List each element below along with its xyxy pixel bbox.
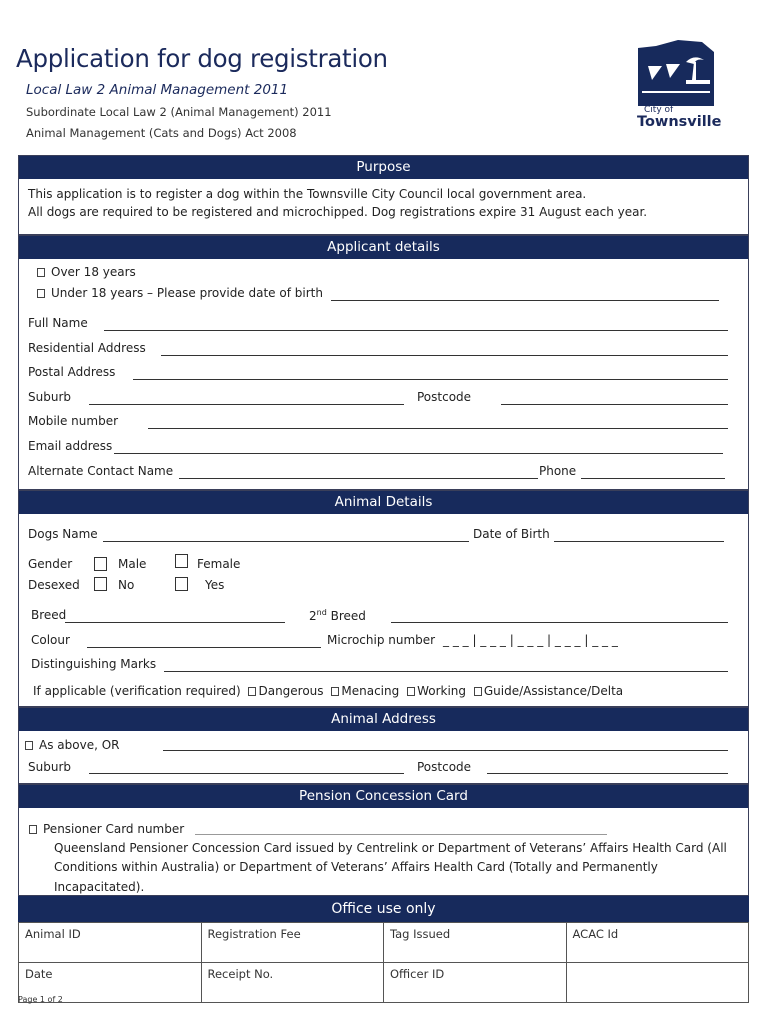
working-checkbox[interactable] <box>407 687 415 696</box>
animal-address-field[interactable] <box>163 750 728 751</box>
distinguishing-field[interactable] <box>164 671 728 672</box>
alt-contact-field[interactable] <box>179 478 538 479</box>
desexed-yes-checkbox[interactable] <box>175 577 188 591</box>
full-name-field[interactable] <box>104 330 728 331</box>
mobile-label: Mobile number <box>28 414 119 428</box>
desexed-no-label: No <box>118 578 135 592</box>
postcode-field[interactable] <box>501 404 728 405</box>
working-label: Working <box>417 684 467 698</box>
menacing-label: Menacing <box>341 684 400 698</box>
animal-details-heading: Animal Details <box>19 491 748 514</box>
male-label: Male <box>118 557 147 571</box>
dog-dob-field[interactable] <box>554 541 724 542</box>
pension-section <box>18 784 749 896</box>
postal-address-field[interactable] <box>133 379 728 380</box>
as-above-option[interactable] <box>25 738 119 752</box>
reference-line-1: Subordinate Local Law 2 (Animal Management) 2011 <box>26 105 332 119</box>
office-heading: Office use only <box>18 896 749 922</box>
male-checkbox[interactable] <box>94 557 107 571</box>
acac-id-cell: ACAC Id <box>566 923 749 963</box>
female-checkbox[interactable] <box>175 554 188 568</box>
purpose-line-2: All dogs are required to be registered and microchipped. Dog registrations expire 31 August each year. <box>28 205 648 219</box>
applicant-heading: Applicant details <box>19 236 748 259</box>
if-applicable-label: If applicable (verification required) <box>33 684 241 698</box>
dangerous-checkbox[interactable] <box>248 687 256 696</box>
phone-field[interactable] <box>581 478 725 479</box>
pensioner-card-checkbox[interactable] <box>29 825 37 834</box>
full-name-label: Full Name <box>28 316 88 330</box>
menacing-checkbox[interactable] <box>331 687 339 696</box>
over-18-option[interactable] <box>37 265 136 279</box>
residential-address-field[interactable] <box>161 355 728 356</box>
page-subtitle: Local Law 2 Animal Management 2011 <box>26 82 289 98</box>
suburb-field[interactable] <box>89 404 404 405</box>
mobile-field[interactable] <box>148 428 728 429</box>
female-label: Female <box>197 557 241 571</box>
receipt-no-cell: Receipt No. <box>201 963 384 1003</box>
email-label: Email address <box>28 439 113 453</box>
date-cell: Date <box>19 963 202 1003</box>
purpose-heading: Purpose <box>19 156 748 179</box>
phone-label: Phone <box>539 464 577 478</box>
desexed-yes-label: Yes <box>205 578 225 592</box>
dangerous-label: Dangerous <box>258 684 324 698</box>
animal-postcode-field[interactable] <box>487 773 728 774</box>
breed-field[interactable] <box>65 622 285 623</box>
desexed-no-checkbox[interactable] <box>94 577 107 591</box>
officer-id-cell: Officer ID <box>384 963 567 1003</box>
tag-issued-cell: Tag Issued <box>384 923 567 963</box>
animal-address-heading: Animal Address <box>19 708 748 731</box>
animal-details-section <box>18 490 749 707</box>
second-breed-field[interactable] <box>391 622 728 623</box>
colour-label: Colour <box>31 633 70 647</box>
reference-line-2: Animal Management (Cats and Dogs) Act 2008 <box>26 126 297 140</box>
pensioner-card-field[interactable] <box>195 834 607 835</box>
dogs-name-field[interactable] <box>103 541 469 542</box>
pension-desc-2: Conditions within Australia) or Department of Veterans’ Affairs Health Card (Totally and Permanently <box>54 860 658 874</box>
over-18-label: Over 18 years <box>51 265 136 279</box>
second-breed-label <box>309 608 366 623</box>
under-18-checkbox[interactable] <box>37 289 45 298</box>
suburb-label: Suburb <box>28 390 71 404</box>
purpose-section <box>18 155 749 235</box>
office-table <box>18 922 749 1003</box>
guide-label: Guide/Assistance/Delta <box>483 684 624 698</box>
microchip-label: Microchip number <box>327 633 436 647</box>
microchip-field[interactable]: _ _ _ | _ _ _ | _ _ _ | _ _ _ | _ _ _ <box>443 633 618 647</box>
postal-address-label: Postal Address <box>28 365 116 379</box>
under-18-option[interactable] <box>37 286 323 300</box>
animal-postcode-label: Postcode <box>417 760 472 774</box>
pension-heading: Pension Concession Card <box>19 785 748 808</box>
distinguishing-label: Distinguishing Marks <box>31 657 157 671</box>
pensioner-card-option[interactable] <box>29 822 184 836</box>
empty-cell <box>566 963 749 1003</box>
pension-desc-1: Queensland Pensioner Concession Card issued by Centrelink or Department of Veterans’ Affairs Health Card (All <box>54 841 727 855</box>
animal-address-section <box>18 707 749 784</box>
purpose-line-1: This application is to register a dog within the Townsville City Council local government area. <box>28 187 587 201</box>
second-breed-sup: nd <box>316 608 327 617</box>
dogs-name-label: Dogs Name <box>28 527 98 541</box>
page-title: Application for dog registration <box>16 44 388 73</box>
office-section <box>18 896 749 986</box>
applicant-section <box>18 235 749 490</box>
desexed-label: Desexed <box>28 578 80 592</box>
page-number: Page 1 of 2 <box>18 995 63 1004</box>
guide-checkbox[interactable] <box>474 687 482 696</box>
registration-fee-cell: Registration Fee <box>201 923 384 963</box>
dog-dob-label: Date of Birth <box>473 527 550 541</box>
second-breed-suffix: Breed <box>326 609 366 623</box>
over-18-checkbox[interactable] <box>37 268 45 277</box>
gender-label: Gender <box>28 557 73 571</box>
dob-field[interactable] <box>331 300 719 301</box>
logo-city-of: City of <box>644 105 674 115</box>
pension-desc-3: Incapacitated). <box>54 880 145 894</box>
category-row <box>33 684 623 698</box>
animal-id-cell: Animal ID <box>19 923 202 963</box>
breed-label: Breed <box>31 608 67 622</box>
alt-contact-label: Alternate Contact Name <box>28 464 174 478</box>
logo-townsville: Townsville <box>637 114 722 130</box>
as-above-label: As above, OR <box>39 738 120 752</box>
animal-suburb-label: Suburb <box>28 760 71 774</box>
email-field[interactable] <box>114 453 723 454</box>
as-above-checkbox[interactable] <box>25 741 33 750</box>
colour-field[interactable] <box>87 647 321 648</box>
postcode-label: Postcode <box>417 390 472 404</box>
residential-address-label: Residential Address <box>28 341 146 355</box>
animal-suburb-field[interactable] <box>89 773 404 774</box>
table-row <box>19 963 749 1003</box>
second-breed-prefix: 2 <box>309 609 317 623</box>
pensioner-card-label: Pensioner Card number <box>43 822 185 836</box>
table-row <box>19 923 749 963</box>
under-18-label: Under 18 years – Please provide date of birth <box>51 286 323 300</box>
